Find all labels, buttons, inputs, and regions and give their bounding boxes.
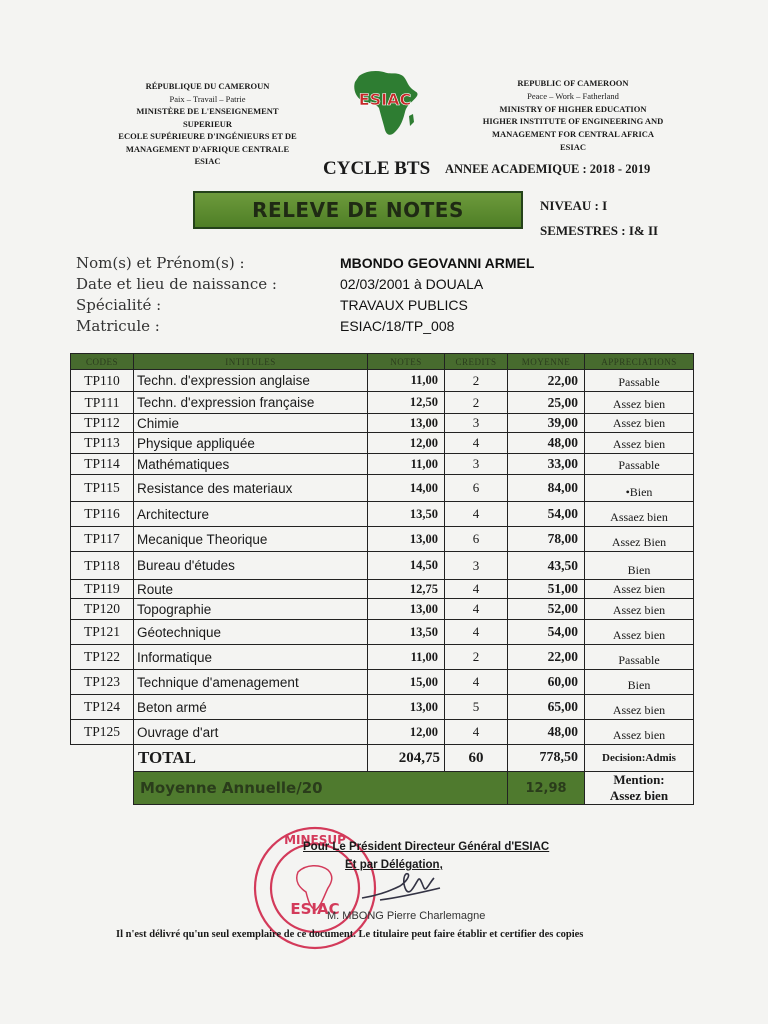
cell-credits: 4 [445,502,508,527]
cell-intitule: Physique appliquée [134,433,368,454]
cell-intitule: Architecture [134,502,368,527]
logo-label: ESIAC [358,90,412,109]
cell-note: 12,00 [368,433,445,454]
header-left-line: RÉPUBLIQUE DU CAMEROUN [145,81,270,91]
header-moyenne: MOYENNE [508,354,585,370]
grades-body [71,370,694,745]
header-credits: CREDITS [445,354,508,370]
cell-appreciation: Assaez bien [585,502,694,527]
student-mat: ESIAC/18/TP_008 [340,318,455,334]
cell-intitule: Informatique [134,645,368,670]
header-left-line: MINISTÈRE DE L'ENSEIGNEMENT [136,106,279,116]
cell-appreciation: Assez Bien [585,527,694,552]
cell-credits: 6 [445,527,508,552]
cell-credits: 3 [445,414,508,433]
header-codes: CODES [71,354,134,370]
moyenne-spacer [71,772,134,805]
cell-appreciation: Assez bien [585,433,694,454]
mat-label: Matricule : [76,317,160,335]
cell-appreciation: Assez bien [585,392,694,414]
cell-appreciation: Bien [585,552,694,580]
header-right-line: MANAGEMENT FOR CENTRAL AFRICA [491,129,655,140]
info-row-spec [76,295,534,316]
cell-appreciation: Bien [585,670,694,695]
cell-intitule: Techn. d'expression française [134,392,368,414]
cell-note: 11,00 [368,645,445,670]
cell-code: TP119 [71,580,134,599]
cell-note: 12,75 [368,580,445,599]
cell-note: 12,50 [368,392,445,414]
header-right-line: MINISTRY OF HIGHER EDUCATION [499,103,647,114]
cell-credits: 2 [445,645,508,670]
table-row [71,433,694,454]
cell-code: TP110 [71,370,134,392]
cell-moyenne: 48,00 [508,720,585,745]
cell-moyenne: 48,00 [508,433,585,454]
cell-intitule: Mathématiques [134,454,368,475]
cell-credits: 4 [445,433,508,454]
cell-intitule: Chimie [134,414,368,433]
cell-moyenne: 78,00 [508,527,585,552]
cell-appreciation: •Bien [585,475,694,502]
logo-text [351,90,419,109]
cell-moyenne: 60,00 [508,670,585,695]
cell-note: 11,00 [368,370,445,392]
cell-code: TP116 [71,502,134,527]
cell-code: TP113 [71,433,134,454]
semestres: SEMESTRES : I& II [540,223,659,238]
cell-note: 14,00 [368,475,445,502]
birth-label: Date et lieu de naissance : [76,275,277,293]
student-info [76,253,534,337]
cell-credits: 5 [445,695,508,720]
cell-moyenne: 25,00 [508,392,585,414]
header-right-line: ESIAC [560,141,586,152]
table-row [71,670,694,695]
header-left [100,80,315,168]
cell-credits: 4 [445,580,508,599]
cell-moyenne: 22,00 [508,645,585,670]
header-left-line: SUPERIEUR [182,118,233,129]
header-left-line: ESIAC [194,156,221,166]
cell-note: 13,00 [368,414,445,433]
total-credits: 60 [445,745,508,772]
table-header-row [71,354,694,370]
cell-note: 13,00 [368,695,445,720]
document-title: RELEVE DE NOTES [193,191,523,229]
header-right-motto: Peace – Work – Fatherland [527,90,619,101]
cell-moyenne: 54,00 [508,502,585,527]
cell-credits: 4 [445,670,508,695]
info-row-name [76,253,534,274]
header-appreciations: APPRECIATIONS [585,354,694,370]
cell-credits: 4 [445,720,508,745]
name-label: Nom(s) et Prénom(s) : [76,254,245,272]
cell-credits: 3 [445,552,508,580]
cell-appreciation: Passable [585,370,694,392]
total-notes: 204,75 [368,745,445,772]
header-right-line: HIGHER INSTITUTE OF ENGINEERING AND [482,116,664,127]
cell-code: TP114 [71,454,134,475]
grades-table [70,353,694,805]
cell-credits: 4 [445,599,508,620]
handwritten-signature [360,868,445,908]
moyenne-value: 12,98 [508,772,585,805]
cell-intitule: Techn. d'expression anglaise [134,370,368,392]
total-moyenne: 778,50 [508,745,585,772]
cell-intitule: Ouvrage d'art [134,720,368,745]
cell-code: TP123 [71,670,134,695]
header-right [468,77,678,154]
moyenne-row [71,772,694,805]
cell-appreciation: Assez bien [585,414,694,433]
cell-credits: 2 [445,370,508,392]
cell-code: TP111 [71,392,134,414]
cell-appreciation: Assez bien [585,720,694,745]
student-spec: TRAVAUX PUBLICS [340,297,468,313]
header-left-motto: Paix – Travail – Patrie [169,93,246,104]
student-name: MBONDO GEOVANNI ARMEL [340,255,535,271]
cell-code: TP121 [71,620,134,645]
cell-code: TP124 [71,695,134,720]
stamp-top-text: MINESUP [284,833,346,847]
spec-label: Spécialité : [76,296,162,314]
info-row-mat [76,316,534,337]
table-row [71,620,694,645]
cell-moyenne: 84,00 [508,475,585,502]
cell-note: 13,00 [368,527,445,552]
header-left-line: MANAGEMENT D'AFRIQUE CENTRALE [125,143,290,154]
stamp-center-text: ESIAC [290,900,340,918]
cell-code: TP120 [71,599,134,620]
cell-intitule: Beton armé [134,695,368,720]
header-left-line: ECOLE SUPÉRIEURE D'INGÉNIEURS ET DE [118,131,297,141]
cell-code: TP112 [71,414,134,433]
signer-name: M. MBONG Pierre Charlemagne [327,910,486,922]
table-row [71,645,694,670]
signature-line2: Et par Délégation, [345,859,443,871]
cell-appreciation: Assez bien [585,695,694,720]
table-row [71,527,694,552]
total-label: TOTAL [134,745,368,772]
cell-note: 11,00 [368,454,445,475]
mention-value: Assez bien [609,788,669,803]
cell-note: 12,00 [368,720,445,745]
cell-appreciation: Assez bien [585,599,694,620]
total-row [71,745,694,772]
esiac-logo [345,68,425,140]
table-row [71,414,694,433]
cell-credits: 3 [445,454,508,475]
cell-note: 13,00 [368,599,445,620]
table-row [71,502,694,527]
cell-note: 14,50 [368,552,445,580]
cell-note: 13,50 [368,502,445,527]
cell-moyenne: 43,50 [508,552,585,580]
cell-appreciation: Passable [585,454,694,475]
cell-appreciation: Assez bien [585,620,694,645]
cell-moyenne: 51,00 [508,580,585,599]
cycle-title: CYCLE BTS [323,158,431,179]
table-row [71,475,694,502]
table-row [71,370,694,392]
cell-code: TP117 [71,527,134,552]
cell-intitule: Bureau d'études [134,552,368,580]
cell-intitule: Topographie [134,599,368,620]
cell-moyenne: 22,00 [508,370,585,392]
cell-intitule: Route [134,580,368,599]
cell-appreciation: Passable [585,645,694,670]
mention-label: Mention: [613,772,665,787]
table-row [71,599,694,620]
niveau: NIVEAU : I [540,198,608,213]
cell-note: 15,00 [368,670,445,695]
cell-code: TP118 [71,552,134,580]
header-notes: NOTES [368,354,445,370]
cell-appreciation: Assez bien [585,580,694,599]
signature-line1: Pour Le Président Directeur Général d'ESIAC [303,841,550,853]
cell-code: TP122 [71,645,134,670]
cell-intitule: Resistance des materiaux [134,475,368,502]
table-row [71,552,694,580]
decision: Decision:Admis [585,745,694,772]
academic-year: ANNEE ACADEMIQUE : 2018 - 2019 [445,162,651,176]
table-row [71,695,694,720]
table-row [71,720,694,745]
cell-intitule: Géotechnique [134,620,368,645]
cell-intitule: Mecanique Theorique [134,527,368,552]
cell-intitule: Technique d'amenagement [134,670,368,695]
level-block [540,193,658,243]
table-row [71,454,694,475]
table-row [71,580,694,599]
cell-credits: 4 [445,620,508,645]
moyenne-label: Moyenne Annuelle/20 [134,772,508,805]
cell-note: 13,50 [368,620,445,645]
cell-moyenne: 65,00 [508,695,585,720]
header-right-line: REPUBLIC OF CAMEROON [517,78,629,88]
student-birth: 02/03/2001 à DOUALA [340,276,484,292]
footer-note: Il n'est délivré qu'un seul exemplaire de ce document. Le titulaire peut faire établir et certifier des copies [116,929,584,940]
header-intitules: INTITULES [134,354,368,370]
cell-moyenne: 39,00 [508,414,585,433]
table-row [71,392,694,414]
cell-moyenne: 52,00 [508,599,585,620]
cell-credits: 6 [445,475,508,502]
total-spacer [71,745,134,772]
info-row-birth [76,274,534,295]
cell-moyenne: 33,00 [508,454,585,475]
mention [585,772,694,805]
cell-code: TP125 [71,720,134,745]
cell-moyenne: 54,00 [508,620,585,645]
cell-credits: 2 [445,392,508,414]
cell-code: TP115 [71,475,134,502]
